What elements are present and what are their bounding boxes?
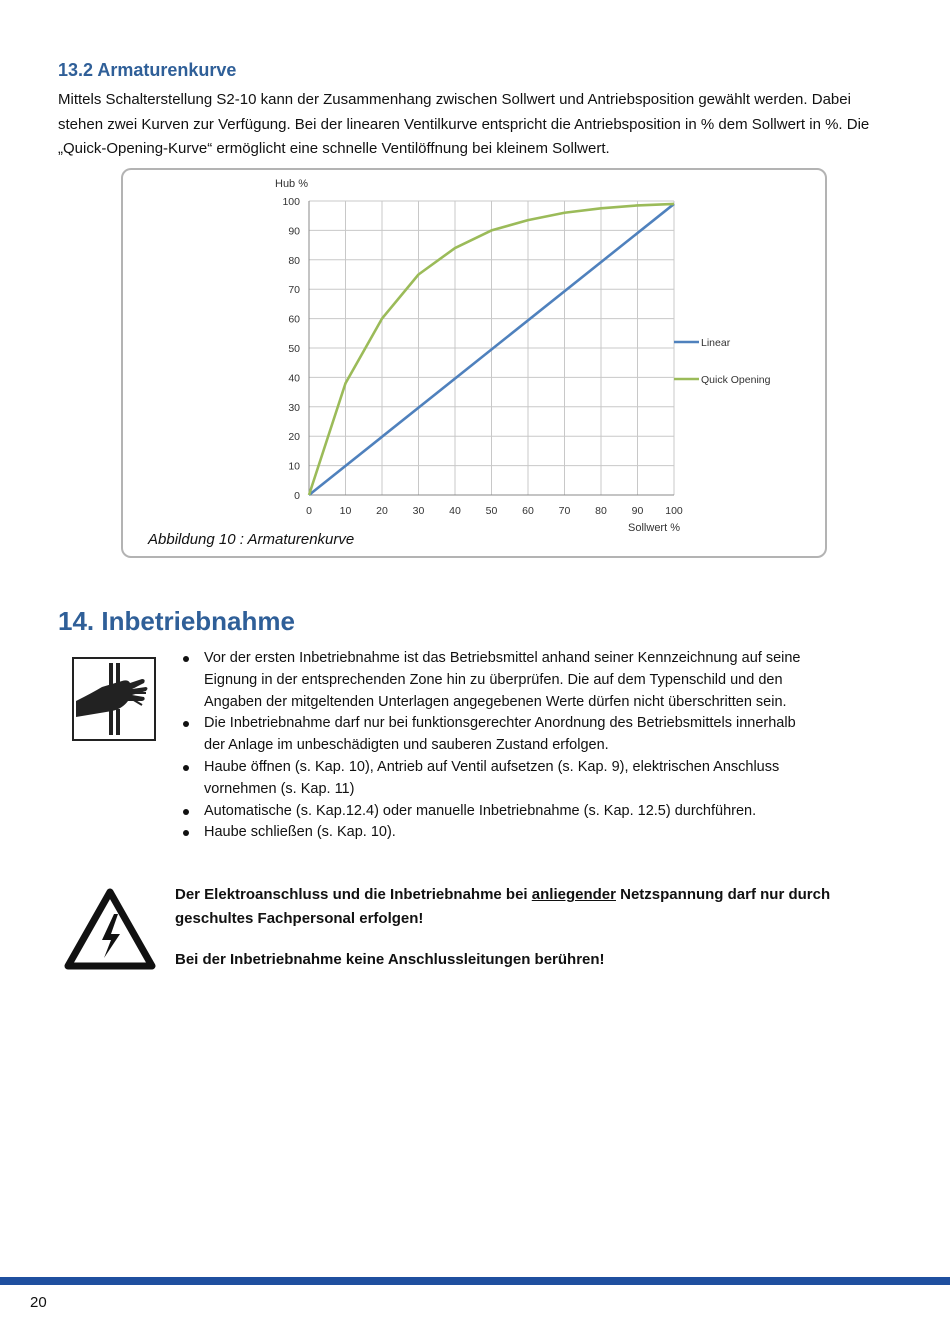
warning-line-2: geschultes Fachpersonal erfolgen! xyxy=(175,910,424,927)
y-tick-label: 10 xyxy=(288,460,300,473)
y-tick-label: 0 xyxy=(294,490,300,502)
x-tick-label: 100 xyxy=(665,505,683,517)
x-tick-label: 50 xyxy=(485,505,498,517)
x-tick-label: 30 xyxy=(412,505,425,517)
list-item-line: Angaben der mitgeltenden Unterlagen angegebenen Werte dürfen nicht überschritten sein. xyxy=(204,693,787,710)
y-axis-label: Hub % xyxy=(275,178,309,190)
hand-crush-warning-icon xyxy=(72,657,156,741)
warning-underlined: anliegender xyxy=(531,886,616,903)
bullet-dot xyxy=(183,809,189,815)
y-tick-label: 90 xyxy=(288,225,300,238)
bullet-dot xyxy=(183,765,189,771)
list-item-line: Eignung in der entsprechenden Zone hin zu überprüfen. Die auf dem Typenschild und den xyxy=(204,671,783,688)
x-tick-label: 0 xyxy=(306,505,312,517)
list-item xyxy=(180,822,880,844)
list-item xyxy=(180,713,880,757)
warning-line-3: Bei der Inbetriebnahme keine Anschlussleitungen berühren! xyxy=(175,951,605,968)
commissioning-list xyxy=(180,648,880,844)
x-tick-label: 60 xyxy=(522,505,534,517)
x-tick-label: 90 xyxy=(631,505,644,517)
x-tick-label: 70 xyxy=(558,505,571,517)
warning-text: Netzspannung darf nur durch xyxy=(615,886,831,903)
list-item xyxy=(180,801,880,823)
list-item xyxy=(180,648,880,713)
figure-frame xyxy=(121,168,827,558)
footer-rule xyxy=(0,1277,950,1285)
y-tick-label: 60 xyxy=(288,313,300,326)
y-tick-label: 20 xyxy=(288,431,300,444)
list-item-line: Vor der ersten Inbetriebnahme ist das Betriebsmittel anhand seiner Kennzeichnung auf seine xyxy=(204,650,801,666)
y-tick-label: 50 xyxy=(288,343,300,355)
x-tick-label: 20 xyxy=(376,505,388,517)
page-number: 20 xyxy=(30,1294,47,1311)
armaturenkurve-chart xyxy=(123,170,825,556)
legend-label: Quick Opening xyxy=(701,374,771,386)
warning-text: Der Elektroanschluss und die Inbetriebnahme bei xyxy=(175,886,532,903)
y-tick-label: 30 xyxy=(288,401,300,414)
list-item xyxy=(180,757,880,801)
x-tick-label: 10 xyxy=(339,505,352,517)
x-tick-label: 40 xyxy=(449,505,461,517)
section-heading: 13.2 Armaturenkurve xyxy=(58,60,237,80)
high-voltage-warning-icon xyxy=(64,888,156,970)
list-item-line: Haube schließen (s. Kap. 10). xyxy=(204,824,396,841)
y-tick-label: 80 xyxy=(288,254,300,267)
list-item-line: der Anlage im unbeschädigten und sauberen Zustand erfolgen. xyxy=(204,737,609,754)
list-item-line: Automatische (s. Kap.12.4) oder manuelle Inbetriebnahme (s. Kap. 12.5) durchführen. xyxy=(204,802,757,819)
section-intro: Mittels Schalterstellung S2-10 kann der Zusammenhang zwischen Sollwert und Antriebsposition gewählt werden. Dabei stehen zwei Kurven zur Verfügung. Bei der linearen Ventilkurve entspricht die Antriebsposition in % dem Sollwert in %. Die „Quick-Opening-Kurve“ ermöglicht eine schnelle Ventilöffnung bei kleinem Sollwert. xyxy=(58,91,870,157)
bullet-dot xyxy=(183,830,189,836)
bullet-dot xyxy=(183,721,189,727)
chapter-heading: 14. Inbetriebnahme xyxy=(58,606,295,636)
figure-caption: Abbildung 10 : Armaturenkurve xyxy=(148,531,355,548)
y-tick-label: 100 xyxy=(282,196,300,208)
list-item-line: Haube öffnen (s. Kap. 10), Antrieb auf Ventil aufsetzen (s. Kap. 9), elektrischen Anschluss xyxy=(204,758,780,775)
x-tick-label: 80 xyxy=(595,505,607,517)
y-tick-label: 40 xyxy=(288,372,300,385)
bullet-dot xyxy=(183,656,189,662)
y-tick-label: 70 xyxy=(288,284,300,297)
warning-line-1 xyxy=(175,883,875,908)
list-item-line: Die Inbetriebnahme darf nur bei funktionsgerechter Anordnung des Betriebsmittels innerhalb xyxy=(204,715,796,732)
x-axis-label: Sollwert % xyxy=(628,522,680,534)
legend-label: Linear xyxy=(701,337,731,349)
list-item-line: vornehmen (s. Kap. 11) xyxy=(204,780,355,797)
